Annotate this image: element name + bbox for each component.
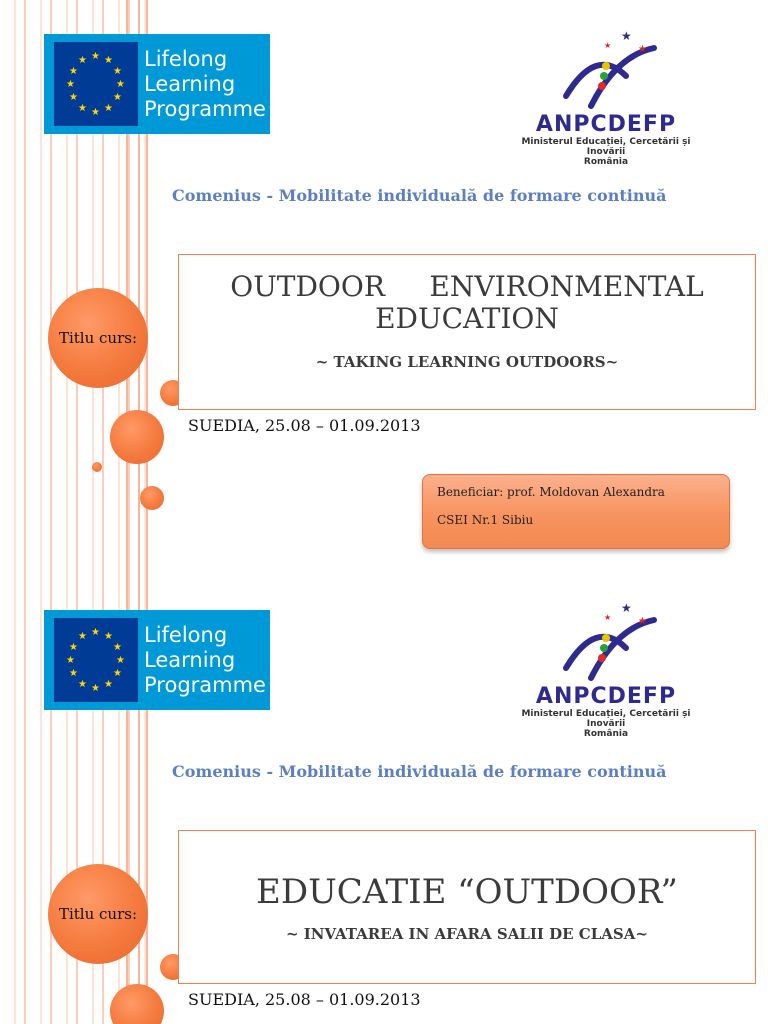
decorative-circle [140,486,164,510]
decorative-circle [110,410,164,464]
beneficiary-name: Beneficiar: prof. Moldovan Alexandra [437,485,665,499]
svg-text:★: ★ [604,41,612,50]
program-name: Comenius - Mobilitate individuală de formare continuă [172,762,667,781]
anpcdefp-logo [506,26,706,167]
eu-flag-icon: ★ ★ ★ ★ ★ ★ ★ ★ ★ ★ ★ ★ [54,42,138,126]
titlu-curs-label: Titlu curs: [58,905,138,923]
course-subtitle: ~ INVATAREA IN AFARA SALII DE CLASA~ [286,925,648,943]
lifelong-learning-logo-text: Lifelong Learning Programme [144,46,266,121]
course-title-box [178,830,756,984]
eu-flag-icon: ★ ★ ★ ★ ★ ★ ★ ★ ★ ★ ★ ★ [54,618,138,702]
lifelong-learning-logo [44,34,270,134]
course-title: EDUCATIE “OUTDOOR” [256,872,678,912]
svg-text:★: ★ [604,613,612,622]
course-date: SUEDIA, 25.08 – 01.09.2013 [188,990,421,1009]
anpcdefp-name: ANPCDEFP [535,684,677,709]
beneficiary-box [422,474,730,549]
svg-text:★: ★ [621,601,632,615]
lifelong-learning-logo-text: Lifelong Learning Programme [144,622,266,697]
anpcdefp-country: România [583,157,629,167]
anpcdefp-logo [506,598,706,739]
anpcdefp-name: ANPCDEFP [535,112,677,137]
course-date: SUEDIA, 25.08 – 01.09.2013 [188,416,421,435]
decorative-circle [110,984,164,1024]
titlu-curs-label: Titlu curs: [58,329,138,347]
course-title-box [178,254,756,410]
anpcdefp-subtitle: Ministerul Educației, Cercetării și Inovării [521,137,691,157]
course-title: OUTDOOR ENVIRONMENTAL [230,270,704,303]
lifelong-learning-logo [44,610,270,710]
decorative-circle [92,462,102,472]
anpcdefp-emblem-icon [546,26,666,112]
svg-text:★: ★ [638,616,647,627]
beneficiary-school: CSEI Nr.1 Sibiu [437,513,534,527]
svg-text:★: ★ [638,44,647,55]
anpcdefp-subtitle: Ministerul Educației, Cercetării și Inovării [521,709,691,729]
course-subtitle: ~ TAKING LEARNING OUTDOORS~ [315,353,619,371]
course-title-line2: EDUCATION [375,302,559,335]
anpcdefp-country: România [583,729,629,739]
program-name: Comenius - Mobilitate individuală de formare continuă [172,186,667,205]
anpcdefp-emblem-icon [546,598,666,684]
svg-text:★: ★ [621,29,632,43]
